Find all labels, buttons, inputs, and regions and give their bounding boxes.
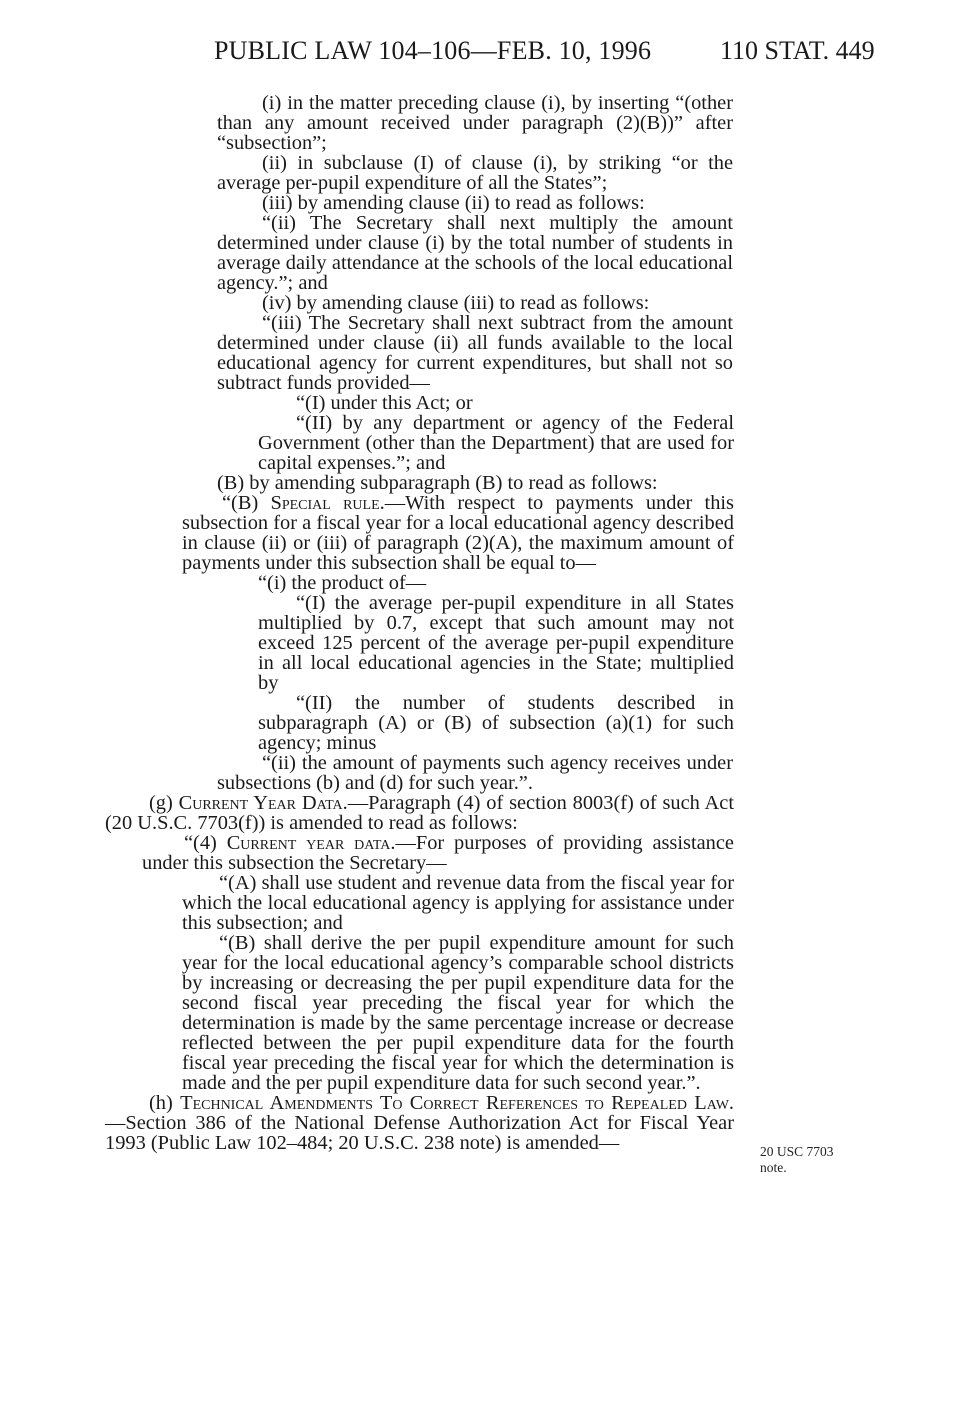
page-header	[0, 36, 954, 66]
paragraph	[105, 793, 734, 833]
statute-page-number: 110 STAT. 449	[720, 36, 875, 65]
paragraph-prefix: “(B)	[222, 492, 271, 514]
note-label: note.	[760, 1160, 787, 1175]
paragraph: “(I) the average per-pupil expenditure in all States multiplied by 0.7, except that such amount may not exceed 125 percent of the average per-pupil expenditure in all local educational agencies in the State; multiplied by	[258, 592, 734, 694]
statute-body	[0, 93, 954, 1153]
paragraph: (iv) by amending clause (iii) to read as follows:	[262, 292, 650, 314]
paragraph: (ii) in subclause (I) of clause (i), by striking “or the average per-pupil expenditure of all the States”;	[217, 152, 733, 194]
paragraph: “(B) shall derive the per pupil expenditure amount for such year for the local educational agency’s comparable school districts by increasing or decreasing the per pupil expenditure data for the second fiscal year preceding the fiscal year for which the determination is made by the same percentage increase or decrease reflected between the per pupil expenditure data for the fourth fiscal year preceding the fiscal year for which the determination is made and the per pupil expenditure data for such second year.”.	[182, 932, 734, 1094]
paragraph: (B) by amending subparagraph (B) to read as follows:	[217, 472, 658, 494]
paragraph: “(A) shall use student and revenue data from the fiscal year for which the local educational agency is applying for assistance under this subsection; and	[182, 872, 734, 934]
paragraph-text: —Section 386 of the National Defense Authorization Act for Fiscal Year 1993 (Public Law 102–484; 20 U.S.C. 238 note) is amended—	[105, 1112, 734, 1154]
paragraph	[182, 493, 734, 573]
paragraph: (i) in the matter preceding clause (i), by inserting “(other than any amount received under paragraph (2)(B))” after “subsection”;	[217, 92, 733, 154]
paragraph-prefix: (g)	[149, 792, 179, 814]
public-law-citation: PUBLIC LAW 104–106—FEB. 10, 1996	[214, 36, 652, 65]
paragraph: “(iii) The Secretary shall next subtract from the amount determined under clause (ii) all funds available to the local educational agency for current expenditures, but shall not so subtract funds provided—	[217, 312, 733, 394]
usc-margin-note	[760, 1144, 870, 1176]
paragraph: “(I) under this Act; or	[296, 392, 473, 414]
paragraph: “(i) the product of—	[258, 572, 427, 594]
section-heading: Current Year Data.	[178, 792, 348, 814]
paragraph-text: —For purposes of providing assistance under this subsection the Secretary—	[142, 832, 734, 874]
section-heading: Special rule.	[270, 492, 385, 514]
section-heading: Current year data.	[226, 832, 396, 854]
paragraph-text: —With respect to payments under this subsection for a fiscal year for a local educational agency described in clause (ii) or (iii) of paragraph (2)(A), the maximum amount of payments under this subsection shall be equal to—	[182, 492, 734, 574]
paragraph-prefix: “(4)	[184, 832, 227, 854]
paragraph: “(ii) The Secretary shall next multiply the amount determined under clause (i) by the total number of students in average daily attendance at the schools of the local educational agency.”; and	[217, 212, 733, 294]
usc-citation: 20 USC 7703	[760, 1144, 834, 1159]
paragraph: “(II) by any department or agency of the Federal Government (other than the Department) that are used for capital expenses.”; and	[258, 412, 734, 474]
paragraph-text: —Paragraph (4) of section 8003(f) of such Act (20 U.S.C. 7703(f)) is amended to read as follows:	[105, 792, 734, 834]
paragraph: (iii) by amending clause (ii) to read as follows:	[262, 192, 645, 214]
paragraph	[105, 1093, 734, 1153]
paragraph	[142, 833, 734, 873]
section-heading: Technical Amendments To Correct References to Repealed Law.	[180, 1092, 735, 1114]
paragraph: “(ii) the amount of payments such agency receives under subsections (b) and (d) for such year.”.	[217, 752, 733, 794]
paragraph-prefix: (h)	[149, 1092, 181, 1114]
paragraph: “(II) the number of students described in subparagraph (A) or (B) of subsection (a)(1) for such agency; minus	[258, 692, 734, 754]
